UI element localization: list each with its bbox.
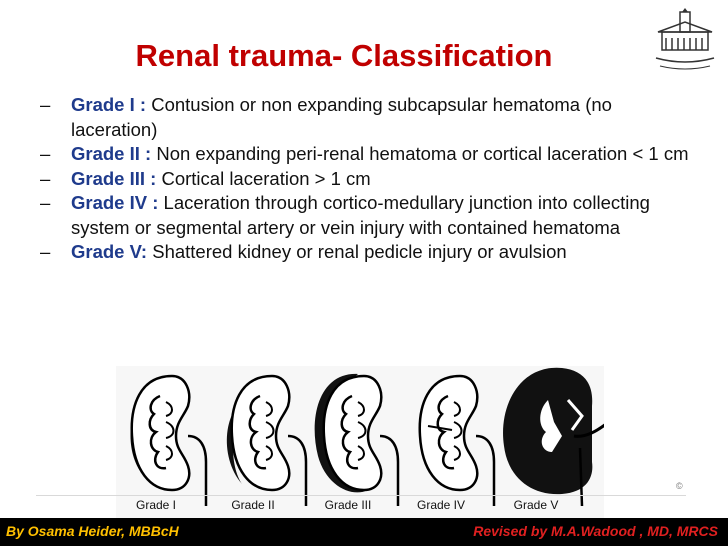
grade-description: Non expanding peri-renal hematoma or cortical laceration < 1 cm bbox=[151, 143, 689, 164]
university-emblem-icon bbox=[652, 8, 718, 72]
kidney-grade-1-drawing bbox=[131, 376, 207, 506]
footer-bar bbox=[0, 518, 728, 546]
list-item-grade-4 bbox=[40, 191, 700, 240]
grade-description: Laceration through cortico-medullary junction into collecting system or segmental artery or vein injury with contained hematoma bbox=[71, 192, 650, 238]
grade-label: Grade V: bbox=[71, 241, 148, 262]
grade-list bbox=[40, 93, 700, 265]
figure-label-grade-5: Grade V bbox=[513, 498, 559, 512]
bullet-dash: – bbox=[40, 192, 51, 213]
figure-label-grade-1: Grade I bbox=[135, 498, 177, 512]
list-item-grade-5 bbox=[40, 240, 700, 265]
list-item-grade-1 bbox=[40, 93, 700, 142]
copyright-mark: © bbox=[676, 481, 683, 491]
footer-divider bbox=[36, 495, 686, 496]
bullet-dash: – bbox=[40, 241, 51, 262]
figure-label-grade-4: Grade IV bbox=[416, 498, 466, 512]
bullet-dash: – bbox=[40, 94, 51, 115]
grade-label: Grade I : bbox=[71, 94, 147, 115]
grade-label: Grade IV : bbox=[71, 192, 159, 213]
grade-description: Contusion or non expanding subcapsular hematoma (no laceration) bbox=[71, 94, 612, 140]
grade-description: Cortical laceration > 1 cm bbox=[156, 167, 371, 189]
bullet-dash: – bbox=[40, 167, 51, 189]
figure-label-grade-2: Grade II bbox=[231, 498, 275, 512]
kidney-grade-4-drawing bbox=[420, 376, 494, 506]
slide-title: Renal trauma- Classification bbox=[135, 38, 553, 73]
list-item-grade-3 bbox=[40, 167, 700, 192]
bullet-dash: – bbox=[40, 143, 51, 164]
figure-label-grade-3: Grade III bbox=[324, 498, 372, 512]
author-credit: By Osama Heider, MBBcH bbox=[6, 523, 179, 539]
grade-label: Grade II : bbox=[71, 143, 152, 164]
grade-label: Grade III : bbox=[71, 167, 157, 189]
kidney-grade-2-drawing bbox=[227, 376, 306, 506]
revision-credit: Revised by M.A.Wadood , MD, MRCS bbox=[473, 523, 718, 539]
list-item-grade-2 bbox=[40, 142, 700, 167]
kidney-grade-3-drawing bbox=[315, 374, 398, 506]
grade-description: Shattered kidney or renal pedicle injury or avulsion bbox=[147, 241, 567, 262]
kidney-grade-5-drawing bbox=[503, 368, 604, 506]
